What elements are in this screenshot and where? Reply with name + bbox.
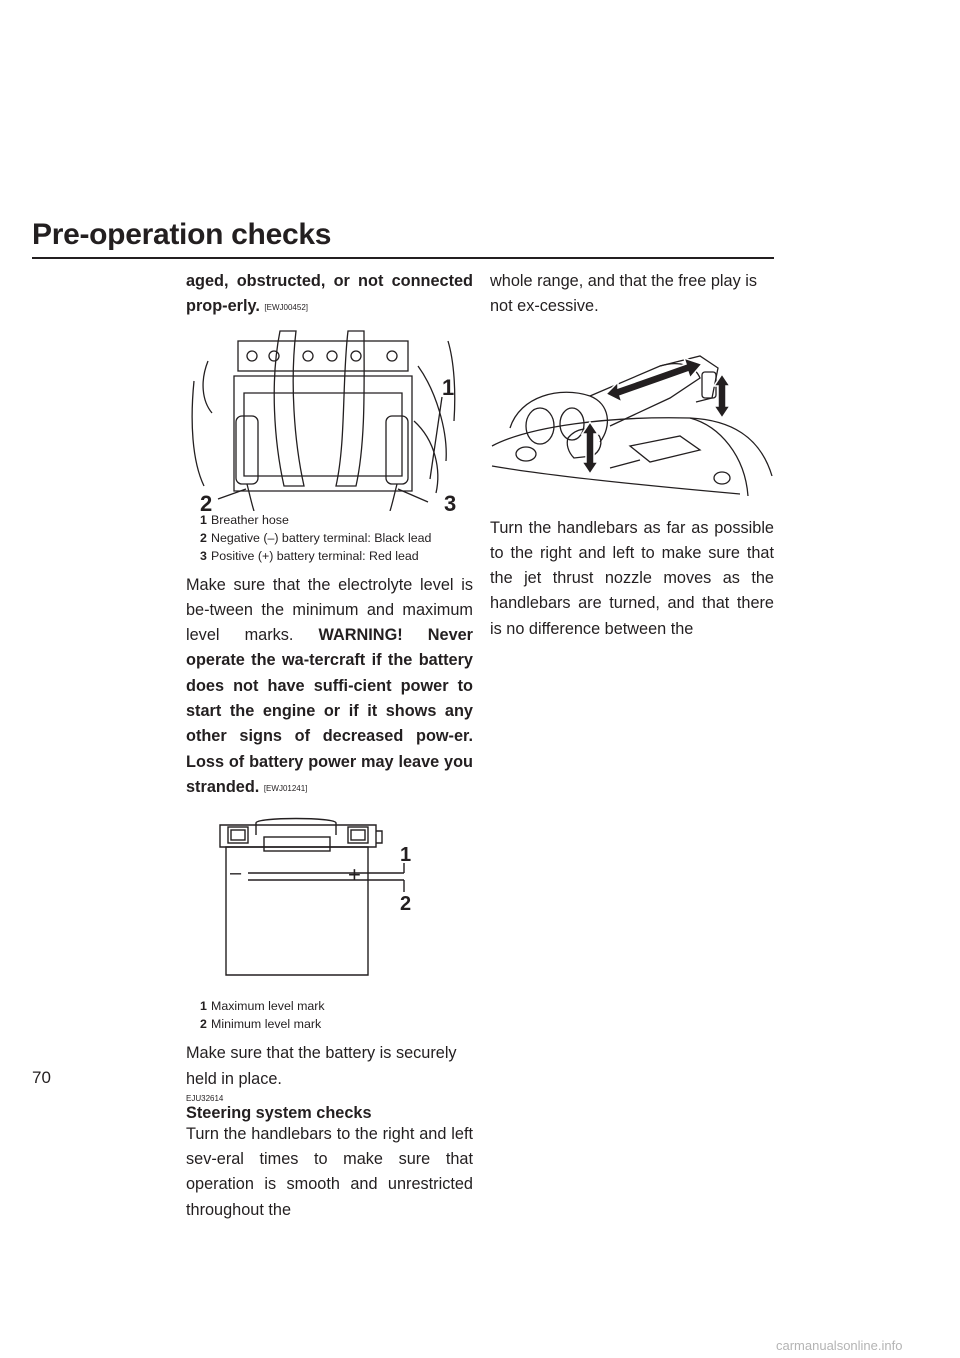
header-rule: [32, 257, 774, 259]
right-column: [490, 269, 774, 642]
warning-code: [EWJ01241]: [263, 783, 308, 793]
battery-level-figure: [186, 807, 473, 995]
callout-3: 3: [444, 490, 457, 511]
warning-code: [EWJ00452]: [264, 303, 308, 313]
legend-item: 2 Negative (–) battery terminal: Black lead: [200, 530, 432, 545]
thrust-paragraph: Turn the handlebars as far as possible to the right and left to make sure that the jet thrust nozzle moves as the handlebars are turned, and that there is no difference between the: [490, 518, 774, 638]
callout-2: 2: [200, 490, 213, 511]
watermark: carmanualsonline.info: [776, 1338, 903, 1353]
page-number: 70: [32, 1068, 51, 1087]
legend-item: 1 Breather hose: [200, 512, 289, 527]
steering-paragraph: Turn the handlebars to the right and left sev-eral times to make sure that operation is smooth and unrestricted throughout the: [186, 1124, 473, 1219]
callout-2: 2: [400, 893, 412, 916]
legend-item: 1 Maximum level mark: [200, 999, 325, 1014]
warning-text: WARNING! Never operate the wa-tercraft if the battery does not have suffi-cient power to start the engine or if it shows any other signs of decreased pow-er. Loss of battery power may leave you stranded.: [186, 626, 474, 796]
secure-paragraph: Make sure that the battery is securely held in place.: [186, 1044, 457, 1088]
callout-1: 1: [442, 374, 455, 400]
handlebar-figure: [490, 326, 774, 506]
section-title: Steering system checks: [186, 1103, 372, 1122]
plus-symbol: +: [348, 862, 361, 888]
section-code: EJU32614: [186, 1093, 224, 1103]
figure2-legend: [186, 997, 473, 1033]
figure1-legend: [186, 511, 473, 565]
battery-installed-figure: [186, 321, 473, 511]
continuation-paragraph: whole range, and that the free play is not ex-cessive.: [490, 272, 758, 316]
legend-item: 3 Positive (+) battery terminal: Red lead: [200, 548, 419, 563]
left-column: [186, 269, 473, 1223]
electrolyte-paragraph: Make sure that the electrolyte level is be-tween the minimum and maximum level marks. WARNING! Never operate the wa-tercraft if the battery does not have suffi-cient power to start the engine or if it shows any other signs of decreased pow-er. Loss of battery power may leave you stranded. [EWJ01241]: [186, 575, 474, 796]
warning-continuation: aged, obstructed, or not connected prop-erly. [EWJ00452]: [186, 272, 473, 316]
legend-item: 2 Minimum level mark: [200, 1017, 322, 1032]
callout-1: 1: [400, 844, 412, 867]
page-title: Pre-operation checks: [32, 218, 332, 251]
minus-symbol: –: [230, 862, 242, 885]
